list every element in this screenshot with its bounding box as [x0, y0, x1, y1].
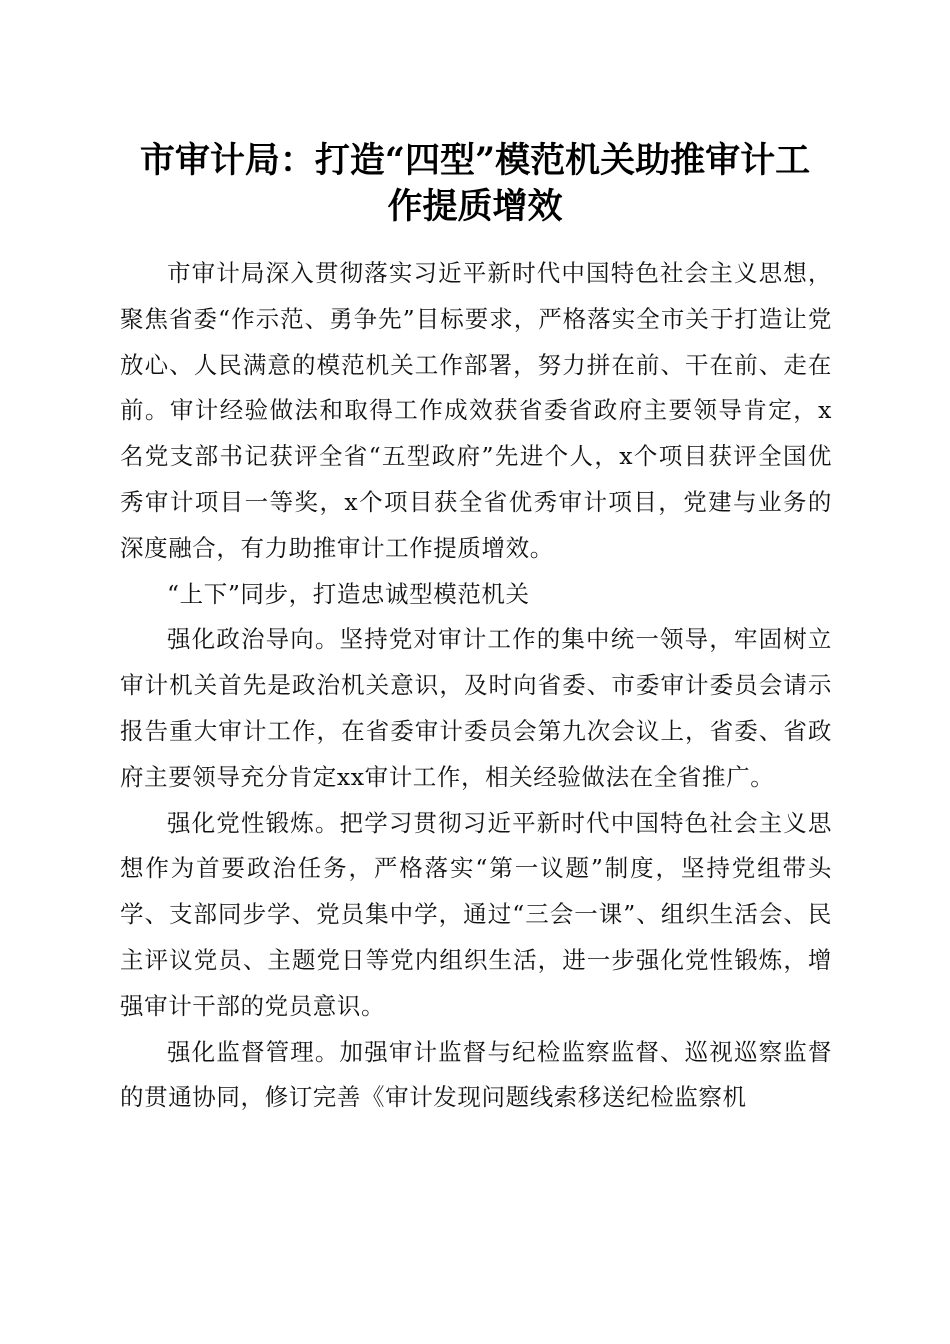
document-body: [120, 251, 832, 1121]
document-title: [100, 138, 850, 230]
section-heading: “上下”同步，打造忠诚型模范机关: [167, 579, 530, 608]
title-line-2: 作提质增效: [387, 186, 563, 227]
title-line-1: 市审计局：打造“四型”模范机关助推审计工: [139, 140, 811, 181]
paragraph-political-orientation: 强化政治导向。坚持党对审计工作的集中统一领导，牢固树立审计机关首先是政治机关意识，及时向省委、市委审计委员会请示报告重大审计工作，在省委审计委员会第九次会议上，省委、省政府主要领导充分肯定xx审计工作，相关经验做法在全省推广。: [120, 625, 832, 791]
paragraph-supervision: 强化监督管理。加强审计监督与纪检监察监督、巡视巡察监督的贯通协同，修订完善《审计发现问题线索移送纪检监察机: [120, 1037, 832, 1112]
intro-paragraph: 市审计局深入贯彻落实习近平新时代中国特色社会主义思想，聚焦省委“作示范、勇争先”目标要求，严格落实全市关于打造让党放心、人民满意的模范机关工作部署，努力拼在前、干在前、走在前。审计经验做法和取得工作成效获省委省政府主要领导肯定，x名党支部书记获评全省“五型政府”先进个人，x个项目获评全国优秀审计项目一等奖，x个项目获全省优秀审计项目，党建与业务的深度融合，有力助推审计工作提质增效。: [120, 259, 832, 562]
paragraph-party-spirit: 强化党性锻炼。把学习贯彻习近平新时代中国特色社会主义思想作为首要政治任务，严格落实“第一议题”制度，坚持党组带头学、支部同步学、党员集中学，通过“三会一课”、组织生活会、民主评议党员、主题党日等党内组织生活，进一步强化党性锻炼，增强审计干部的党员意识。: [120, 808, 832, 1020]
